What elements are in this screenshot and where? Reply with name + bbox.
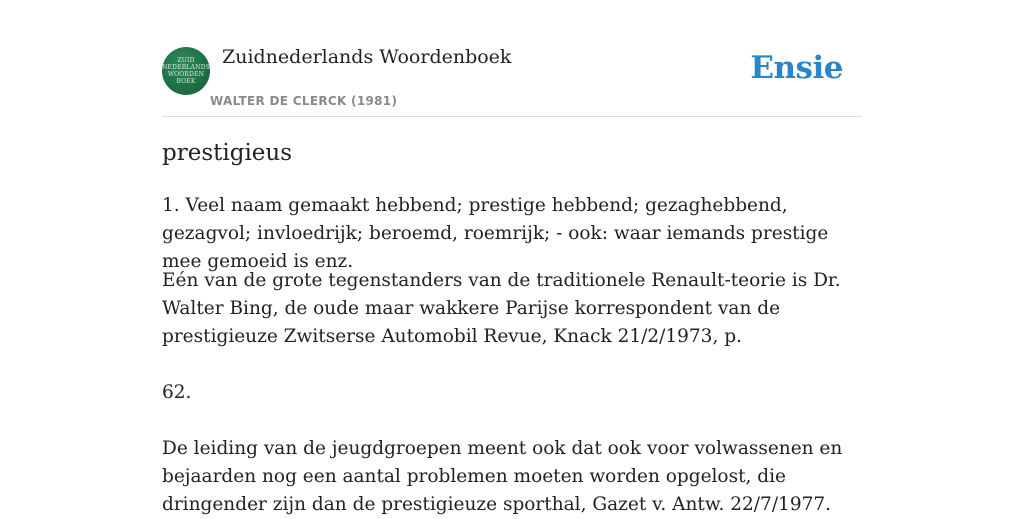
ensie-brand-logo[interactable]: Ensie bbox=[750, 50, 843, 86]
entry-headword: prestigieus bbox=[162, 140, 293, 166]
logo-line: BOEK bbox=[176, 78, 196, 85]
logo-line: ZUID bbox=[177, 57, 195, 64]
entry-page bbox=[162, 0, 862, 515]
logo-line: WOORDEN bbox=[167, 71, 205, 78]
dictionary-title-link[interactable]: Zuidnederlands Woordenboek bbox=[222, 46, 512, 68]
author-line: WALTER DE CLERCK (1981) bbox=[210, 94, 398, 108]
entry-example: Eén van de grote tegenstanders van de traditionele Renault-teorie is Dr. Walter Bing, de oude maar wakkere Parijse korrespondent van de prestigieuze Zwitserse Automobil Revue, Knack 21/2/1973, p. bbox=[162, 270, 841, 347]
logo-line: NEDERLANDS bbox=[162, 64, 210, 71]
dictionary-header bbox=[162, 0, 862, 117]
entry-example: 62. bbox=[162, 382, 192, 403]
dictionary-logo[interactable] bbox=[162, 47, 210, 95]
entry-example: De leiding van de jeugdgroepen meent ook dat ook voor volwassenen en bejaarden nog een aantal problemen moeten worden opgelost, die dringender zijn dan de prestigieuze sporthal, Gazet v. Antw. 22/7/1977. bbox=[162, 438, 843, 515]
entry-definition: 1. Veel naam gemaakt hebbend; prestige hebbend; gezaghebbend, gezagvol; invloedrijk; beroemd, roemrijk; - ook: waar iemands prestige mee gemoeid is enz. bbox=[162, 195, 829, 272]
